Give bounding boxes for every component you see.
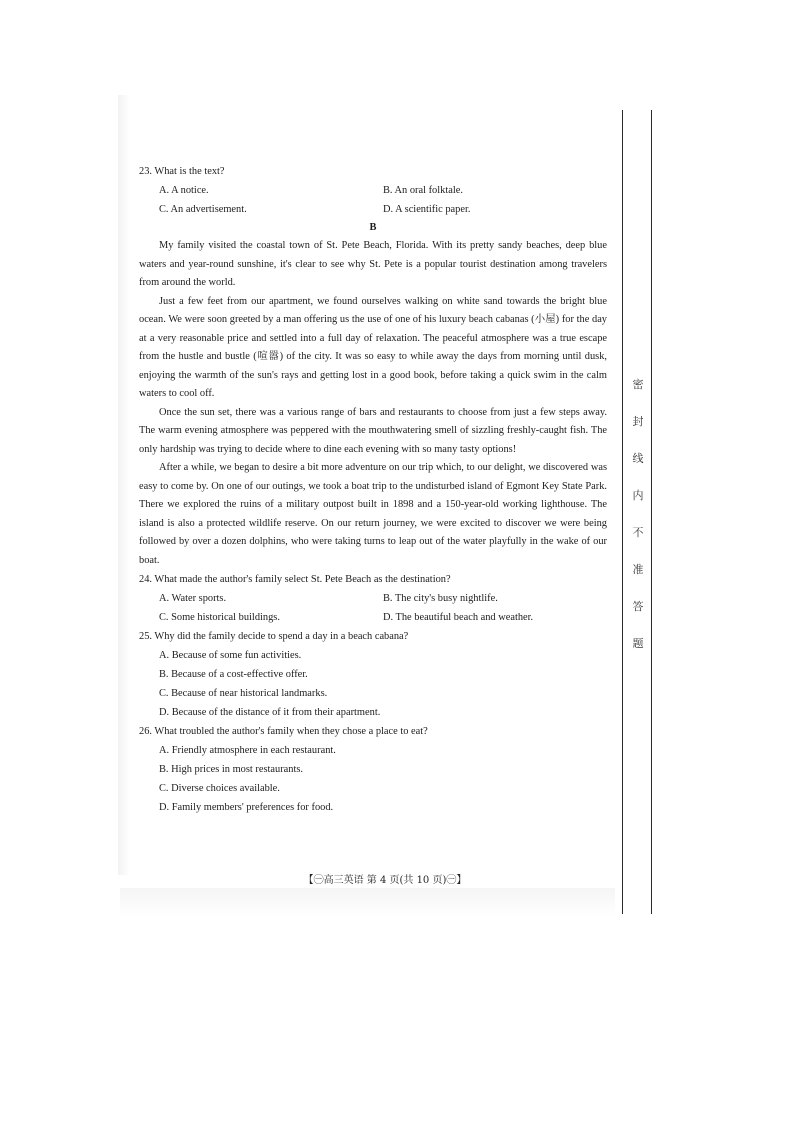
q25-option-d: D. Because of the distance of it from their apartment. [159,707,381,718]
passage-paragraph-2: Just a few feet from our apartment, we found ourselves walking on white sand towards the bright blue ocean. We were soon greeted by a man offering us the use of one of his luxury beach cabanas (小屋) for the day at a very reasonable price and settled into a full day of relaxation. The peaceful atmosphere was a true escape from the hustle and bustle (喧嚣) of the city. It was so easy to while away the days from morning until dusk, enjoying the warmth of the sun's rays and getting lost in a good book, before taking a quick swim in the calm waters to cool off. [139,295,607,399]
passage-paragraph-4: After a while, we began to desire a bit more adventure on our trip which, to our delight, we discovered was easy to come by. On one of our outings, we took a boat trip to the undisturbed island of Egmont Key State Park. There we explored the ruins of a military outpost built in 1898 and a 150-year-old working lighthouse. The island is also a protected wildlife reserve. On our return journey, we were excited to discover we were being followed by over a dozen dolphins, who were taking turns to leap out of the water playfully in the wake of our boat. [139,462,607,566]
q25-option-a: A. Because of some fun activities. [159,650,302,661]
binding-char-5: 不 [632,526,644,539]
binding-line-outer [651,110,652,914]
question-23-options-row-1 [139,181,607,200]
binding-char-7: 答 [632,600,644,613]
q25-option-b: B. Because of a cost-effective offer. [159,669,308,680]
q23-option-b: B. An oral folktale. [383,185,463,196]
binding-line-inner [622,110,623,914]
question-24-stem: 24. What made the author's family select St. Pete Beach as the destination? [139,574,451,585]
binding-char-3: 线 [632,452,644,465]
q23-option-a: A. A notice. [159,185,209,196]
passage-paragraph-3: Once the sun set, there was a various range of bars and restaurants to choose from just a few steps away. The warm evening atmosphere was peppered with the mouthwatering smell of sizzling freshly-caught fish. The only hardship was trying to decide where to dine each evening with so many tasty options! [139,406,607,455]
q26-option-a: A. Friendly atmosphere in each restaurant. [159,745,336,756]
q24-option-d: D. The beautiful beach and weather. [383,612,534,623]
q24-option-a: A. Water sports. [159,593,227,604]
passage-paragraph-1: My family visited the coastal town of St. Pete Beach, Florida. With its pretty sandy beaches, deep blue waters and year-round sunshine, it's clear to see why St. Pete is a popular tourist destination among travelers from around the world. [139,240,607,288]
question-24-options-row-2 [139,608,607,627]
question-26-stem: 26. What troubled the author's family when they chose a place to eat? [139,726,428,737]
scan-edge-shadow [118,95,130,875]
exam-content [139,162,607,817]
binding-char-8: 题 [632,637,644,650]
binding-char-4: 内 [632,489,644,502]
question-23-options-row-2 [139,200,607,219]
q23-option-d: D. A scientific paper. [383,204,471,215]
section-label: B [369,222,377,233]
q26-option-b: B. High prices in most restaurants. [159,764,304,775]
binding-char-1: 密 [632,378,644,391]
binding-char-2: 封 [632,415,644,428]
q24-option-b: B. The city's busy nightlife. [383,593,498,604]
question-23-stem: 23. What is the text? [139,166,225,177]
q25-option-c: C. Because of near historical landmarks. [159,688,328,699]
question-25-stem: 25. Why did the family decide to spend a day in a beach cabana? [139,631,409,642]
question-24-options-row-1 [139,589,607,608]
page-footer: 【㊀高三英语 第 4 页(共 10 页)㊀】 [303,875,467,886]
q23-option-c: C. An advertisement. [159,204,247,215]
q24-option-c: C. Some historical buildings. [159,612,280,623]
binding-char-6: 准 [632,563,644,576]
q26-option-c: C. Diverse choices available. [159,783,280,794]
scan-bottom-shade [120,888,615,918]
q26-option-d: D. Family members' preferences for food. [159,802,334,813]
